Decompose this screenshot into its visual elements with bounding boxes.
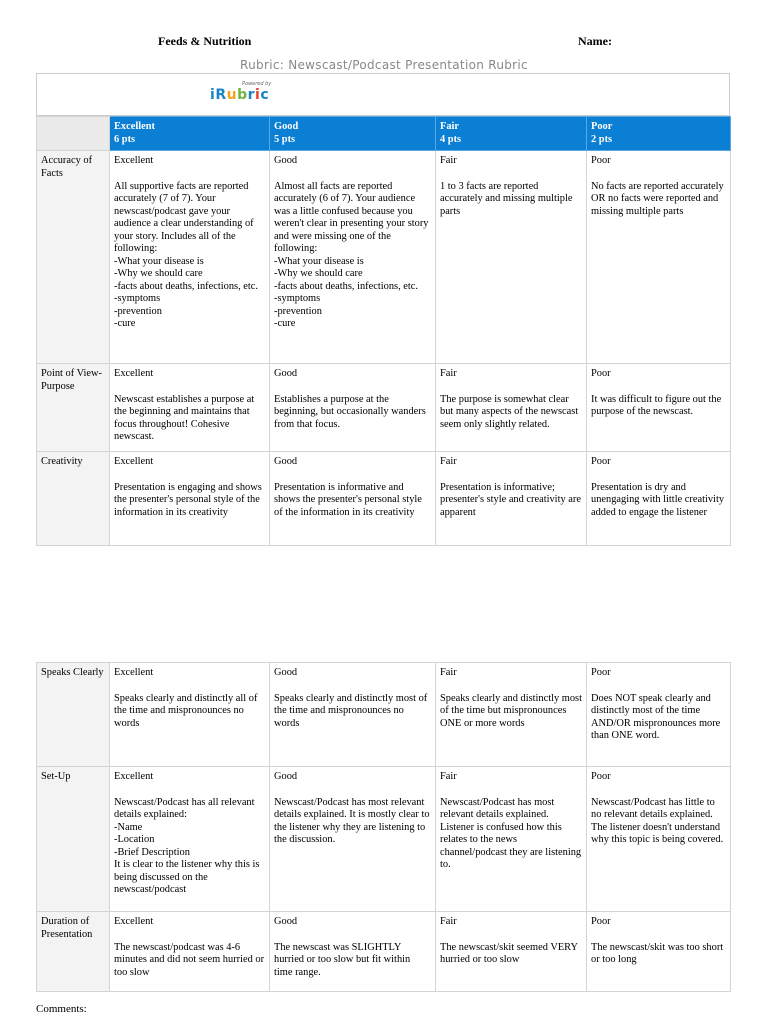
criterion-label: Accuracy of Facts: [37, 151, 110, 364]
cell-text: Newscast establishes a purpose at the beginning and maintains that focus throughout! Cohesive newscast.: [114, 393, 255, 442]
cell-level: Fair: [440, 667, 457, 678]
cell-level: Good: [274, 456, 298, 467]
cell-text: The purpose is somewhat clear but many aspects of the newscast seem only slightly related.: [440, 393, 579, 430]
rubric-cell: [587, 663, 731, 767]
cell-text: Newscast/Podcast has little to no relevant details explained. The listener doesn't understand why this topic is being covered.: [591, 796, 724, 845]
rubric-cell: [270, 767, 436, 912]
cell-level: Good: [274, 368, 298, 379]
logo-banner: [36, 73, 730, 116]
rubric-cell: [436, 151, 587, 364]
cell-level: Good: [274, 667, 298, 678]
level-header-fair: Fair 4 pts: [436, 117, 587, 151]
cell-level: Fair: [440, 368, 457, 379]
cell-level: Excellent: [114, 916, 154, 927]
cell-text: 1 to 3 facts are reported accurately and missing multiple parts: [440, 180, 573, 217]
cell-text: Newscast/Podcast has most relevant details explained. Listener is confused how this relates to the news channel/podcast they are listening to.: [440, 796, 582, 870]
cell-text: Speaks clearly and distinctly most of the time and mispronounces no words: [274, 692, 428, 729]
criterion-label: Set-Up: [37, 767, 110, 912]
criterion-row: [37, 364, 731, 452]
cell-level: Excellent: [114, 155, 154, 166]
powered-by-label: Powered by: [242, 81, 272, 87]
rubric-cell: [270, 364, 436, 452]
cell-text: Presentation is engaging and shows the presenter's personal style of the information in its creativity: [114, 481, 262, 518]
cell-text: The newscast/podcast was 4-6 minutes and did not seem hurried or too slow: [114, 941, 265, 978]
rubric-cell: [436, 767, 587, 912]
cell-level: Fair: [440, 456, 457, 467]
cell-level: Excellent: [114, 667, 154, 678]
cell-text: Presentation is informative and shows the presenter's personal style of the information in its creativity: [274, 481, 422, 518]
cell-level: Good: [274, 916, 298, 927]
cell-text: Speaks clearly and distinctly most of the time but mispronounces ONE or more words: [440, 692, 582, 729]
cell-level: Fair: [440, 155, 457, 166]
criterion-row: [37, 912, 731, 992]
rubric-cell: [270, 151, 436, 364]
cell-text: The newscast/skit seemed VERY hurried or too slow: [440, 941, 578, 965]
cell-text: Does NOT speak clearly and distinctly most of the time AND/OR mispronounces more than ONE word.: [591, 692, 721, 741]
cell-level: Fair: [440, 916, 457, 927]
header-corner: [37, 117, 110, 151]
rubric-cell: [270, 912, 436, 992]
cell-level: Poor: [591, 771, 611, 782]
cell-level: Poor: [591, 456, 611, 467]
course-title: Feeds & Nutrition: [158, 34, 252, 48]
criterion-label: Creativity: [37, 452, 110, 546]
rubric-cell: [587, 151, 731, 364]
rubric-title: Rubric: Newscast/Podcast Presentation Rubric: [240, 58, 528, 72]
rubric-cell: [110, 912, 270, 992]
rubric-table-1: [36, 116, 731, 546]
criterion-row: [37, 151, 731, 364]
cell-text: No facts are reported accurately OR no facts were reported and missing multiple parts: [591, 180, 724, 217]
cell-text: All supportive facts are reported accurately (7 of 7). Your newscast/podcast gave your audience a clear understanding of your story. Includes all of the following: -What your disease is -Why we should care -facts about deaths, infections, etc. -symptoms -prevention -cure: [114, 180, 258, 329]
rubric-cell: [110, 364, 270, 452]
criterion-label: Point of View- Purpose: [37, 364, 110, 452]
criterion-row: [37, 452, 731, 546]
level-header-good: Good 5 pts: [270, 117, 436, 151]
rubric-cell: [110, 151, 270, 364]
rubric-cell: [110, 767, 270, 912]
rubric-cell: [587, 767, 731, 912]
rubric-cell: [587, 452, 731, 546]
cell-text: Almost all facts are reported accurately (6 of 7). Your audience was a little confused because you weren't clear in presenting your story and were missing one of the following: -What your disease is -Why we should care -facts about deaths, infections, etc. -symptoms -prevention -cure: [274, 180, 429, 329]
cell-level: Good: [274, 771, 298, 782]
cell-text: Presentation is dry and unengaging with little creativity added to engage the listener: [591, 481, 725, 518]
criterion-label: Duration of Presentation: [37, 912, 110, 992]
cell-text: Presentation is informative; presenter's style and creativity are apparent: [440, 481, 581, 518]
name-label: Name:: [578, 34, 612, 48]
rubric-cell: [436, 912, 587, 992]
comments-label: Comments:: [36, 1003, 87, 1015]
rubric-cell: [110, 452, 270, 546]
rubric-cell: [270, 452, 436, 546]
cell-text: The newscast was SLIGHTLY hurried or too slow but fit within time range.: [274, 941, 411, 978]
rubric-cell: [436, 364, 587, 452]
rubric-cell: [110, 663, 270, 767]
levels-header-row: [37, 117, 731, 151]
cell-text: Speaks clearly and distinctly all of the time and mispronounces no words: [114, 692, 258, 729]
cell-level: Poor: [591, 667, 611, 678]
cell-text: The newscast/skit was too short or too long: [591, 941, 724, 965]
cell-level: Fair: [440, 771, 457, 782]
rubric-cell: [587, 912, 731, 992]
rubric-cell: [587, 364, 731, 452]
irubric-wordmark: iRubric: [210, 87, 270, 103]
cell-text: Establishes a purpose at the beginning, but occasionally wanders from that focus.: [274, 393, 426, 430]
rubric-table-2: [36, 662, 731, 992]
level-header-excellent: Excellent 6 pts: [110, 117, 270, 151]
rubric-cell: [270, 663, 436, 767]
cell-text: It was difficult to figure out the purpose of the newscast.: [591, 393, 722, 417]
cell-level: Excellent: [114, 456, 154, 467]
criterion-row: [37, 767, 731, 912]
cell-level: Good: [274, 155, 298, 166]
cell-level: Excellent: [114, 368, 154, 379]
level-header-poor: Poor 2 pts: [587, 117, 731, 151]
criterion-row: [37, 663, 731, 767]
cell-text: Newscast/Podcast has all relevant details explained: -Name -Location -Brief Description It is clear to the listener why this is being discussed on the newscast/podcast: [114, 796, 260, 895]
cell-level: Poor: [591, 916, 611, 927]
cell-level: Poor: [591, 368, 611, 379]
cell-level: Excellent: [114, 771, 154, 782]
rubric-cell: [436, 663, 587, 767]
cell-level: Poor: [591, 155, 611, 166]
criterion-label: Speaks Clearly: [37, 663, 110, 767]
rubric-cell: [436, 452, 587, 546]
irubric-logo[interactable]: [210, 81, 272, 103]
cell-text: Newscast/Podcast has most relevant details explained. It is mostly clear to the listener why they are listening to the discussion.: [274, 796, 430, 845]
